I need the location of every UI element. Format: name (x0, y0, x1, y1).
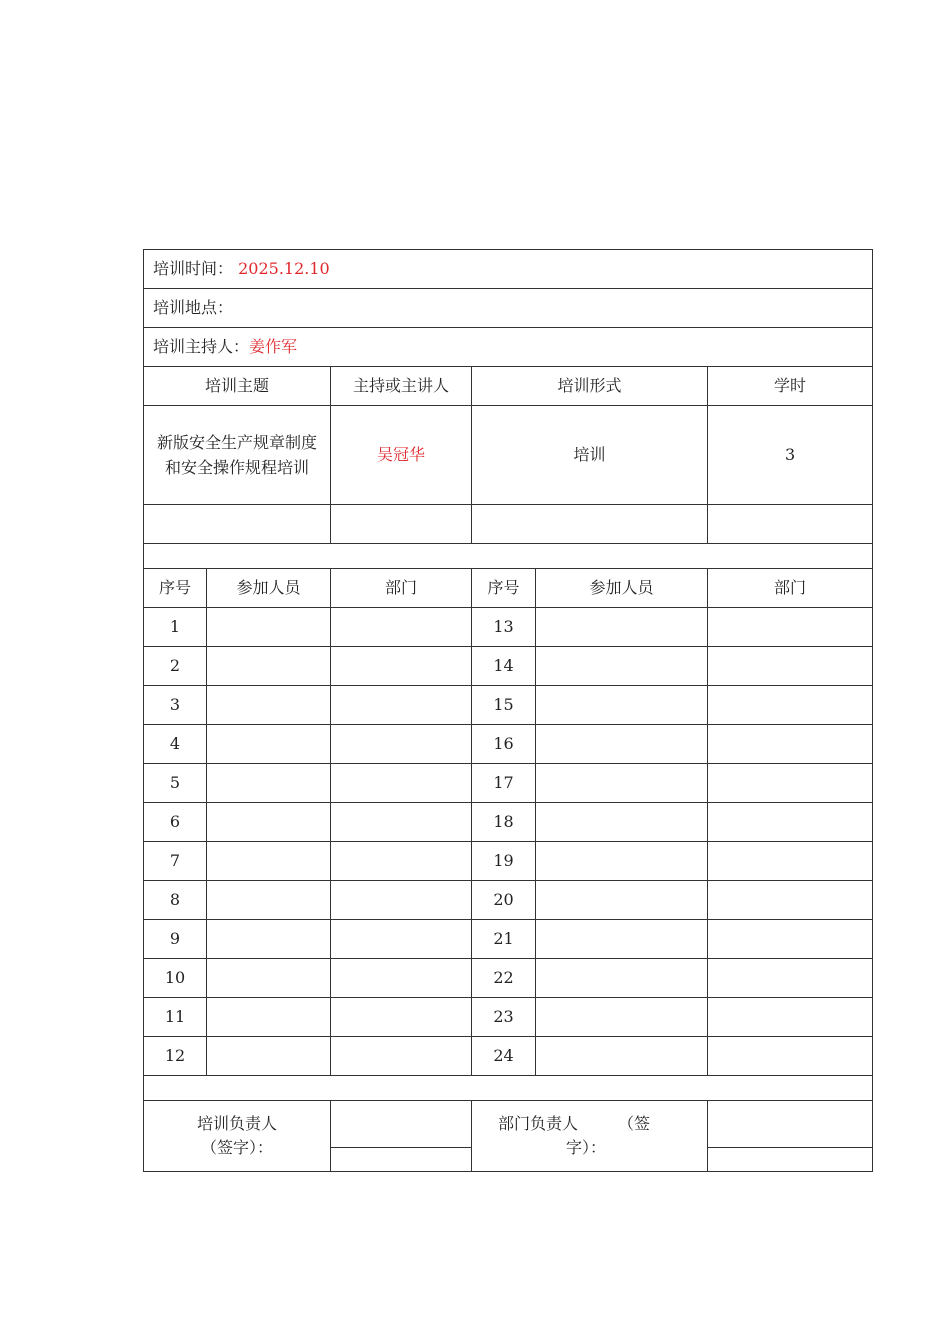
seq-header: 序号 (472, 569, 536, 608)
attendee-row (144, 725, 873, 764)
attendee-row (144, 803, 873, 842)
left-seq: 8 (144, 881, 207, 920)
attendee-name-cell (207, 764, 331, 803)
training-blank-row (144, 505, 873, 544)
attendee-row (144, 647, 873, 686)
training-header-row (144, 367, 873, 406)
left-seq: 4 (144, 725, 207, 764)
attendee-name-cell (536, 998, 708, 1037)
hours-cell: 3 (708, 406, 873, 505)
dept-cell (708, 686, 873, 725)
attendee-name-cell (207, 725, 331, 764)
dept-cell (331, 998, 472, 1037)
left-seq: 5 (144, 764, 207, 803)
location-row (144, 289, 873, 328)
dept-signature-label (472, 1101, 708, 1172)
attendee-name-cell (536, 686, 708, 725)
attendee-header-row (144, 569, 873, 608)
training-record-form (143, 249, 873, 1172)
hours-header: 学时 (708, 367, 873, 406)
attendee-name-cell (207, 959, 331, 998)
left-seq: 3 (144, 686, 207, 725)
dept-cell (331, 1037, 472, 1076)
dept-cell (708, 959, 873, 998)
dept-cell (708, 725, 873, 764)
dept-cell (331, 608, 472, 647)
host-label: 培训主持人： (153, 337, 250, 356)
spacer-row (144, 544, 873, 569)
attendee-name-cell (536, 842, 708, 881)
dept-cell (331, 920, 472, 959)
dept-cell (708, 1037, 873, 1076)
right-seq: 14 (472, 647, 536, 686)
right-seq: 17 (472, 764, 536, 803)
right-seq: 23 (472, 998, 536, 1037)
attendee-row (144, 959, 873, 998)
attendee-row (144, 920, 873, 959)
blank-cell (331, 505, 472, 544)
spacer-row (144, 1076, 873, 1101)
attendee-name-cell (207, 1037, 331, 1076)
left-seq: 2 (144, 647, 207, 686)
trainer-label-line1: 培训负责人 (196, 1114, 277, 1133)
dept-cell (708, 608, 873, 647)
left-seq: 11 (144, 998, 207, 1037)
attendee-name-cell (536, 764, 708, 803)
attendee-name-cell (536, 608, 708, 647)
attendee-header: 参加人员 (207, 569, 331, 608)
right-seq: 15 (472, 686, 536, 725)
attendee-name-cell (536, 959, 708, 998)
attendee-name-cell (207, 842, 331, 881)
host-cell (144, 328, 873, 367)
training-row (144, 406, 873, 505)
attendee-name-cell (207, 998, 331, 1037)
attendee-row (144, 842, 873, 881)
blank-cell (144, 505, 331, 544)
dept-cell (331, 686, 472, 725)
dept-cell (708, 647, 873, 686)
right-seq: 24 (472, 1037, 536, 1076)
attendee-row (144, 764, 873, 803)
time-label: 培训时间： (153, 259, 234, 278)
dept-cell (331, 803, 472, 842)
left-seq: 12 (144, 1037, 207, 1076)
right-seq: 13 (472, 608, 536, 647)
attendee-name-cell (536, 1037, 708, 1076)
spacer-cell (144, 544, 873, 569)
speaker-header: 主持或主讲人 (331, 367, 472, 406)
attendee-row (144, 1037, 873, 1076)
attendee-header: 参加人员 (536, 569, 708, 608)
dept-cell (331, 842, 472, 881)
attendee-row (144, 998, 873, 1037)
blank-cell (708, 505, 873, 544)
trainer-signature-field[interactable] (331, 1101, 472, 1148)
attendee-name-cell (536, 803, 708, 842)
dept-label-line1: 部门负责人 （签 (498, 1114, 651, 1133)
form-cell: 培训 (472, 406, 708, 505)
signature-row (144, 1101, 873, 1148)
time-value: 2025.12.10 (238, 259, 330, 278)
dept-cell (708, 998, 873, 1037)
seq-header: 序号 (144, 569, 207, 608)
attendee-name-cell (536, 647, 708, 686)
trainer-signature-field-2[interactable] (331, 1148, 472, 1172)
right-seq: 18 (472, 803, 536, 842)
attendee-name-cell (536, 920, 708, 959)
attendee-row (144, 686, 873, 725)
dept-cell (331, 881, 472, 920)
left-seq: 6 (144, 803, 207, 842)
left-seq: 9 (144, 920, 207, 959)
left-seq: 1 (144, 608, 207, 647)
left-seq: 10 (144, 959, 207, 998)
right-seq: 19 (472, 842, 536, 881)
attendee-name-cell (536, 725, 708, 764)
topic-header: 培训主题 (144, 367, 331, 406)
dept-signature-field-2[interactable] (708, 1148, 873, 1172)
location-cell (144, 289, 873, 328)
dept-header: 部门 (708, 569, 873, 608)
attendee-name-cell (207, 686, 331, 725)
dept-header: 部门 (331, 569, 472, 608)
time-cell (144, 250, 873, 289)
attendee-name-cell (207, 647, 331, 686)
dept-cell (331, 764, 472, 803)
form-header: 培训形式 (472, 367, 708, 406)
trainer-label-line2: （签字）： (200, 1138, 273, 1157)
dept-cell (331, 725, 472, 764)
attendee-row (144, 608, 873, 647)
speaker-cell: 吴冠华 (331, 406, 472, 505)
dept-cell (708, 920, 873, 959)
right-seq: 16 (472, 725, 536, 764)
dept-cell (708, 842, 873, 881)
topic-cell: 新版安全生产规章制度和安全操作规程培训 (144, 406, 331, 505)
spacer-cell (144, 1076, 873, 1101)
dept-cell (708, 881, 873, 920)
host-row (144, 328, 873, 367)
host-value: 姜作军 (249, 337, 298, 356)
dept-cell (708, 803, 873, 842)
dept-label-line2: 字）： (566, 1138, 607, 1157)
left-seq: 7 (144, 842, 207, 881)
attendee-name-cell (207, 881, 331, 920)
blank-cell (472, 505, 708, 544)
attendee-row (144, 881, 873, 920)
attendee-name-cell (207, 608, 331, 647)
dept-cell (331, 959, 472, 998)
right-seq: 22 (472, 959, 536, 998)
attendee-name-cell (207, 803, 331, 842)
trainer-signature-label (144, 1101, 331, 1172)
dept-cell (708, 764, 873, 803)
attendee-name-cell (207, 920, 331, 959)
right-seq: 20 (472, 881, 536, 920)
attendee-name-cell (536, 881, 708, 920)
right-seq: 21 (472, 920, 536, 959)
dept-cell (331, 647, 472, 686)
location-label: 培训地点： (153, 298, 234, 317)
time-row (144, 250, 873, 289)
dept-signature-field[interactable] (708, 1101, 873, 1148)
